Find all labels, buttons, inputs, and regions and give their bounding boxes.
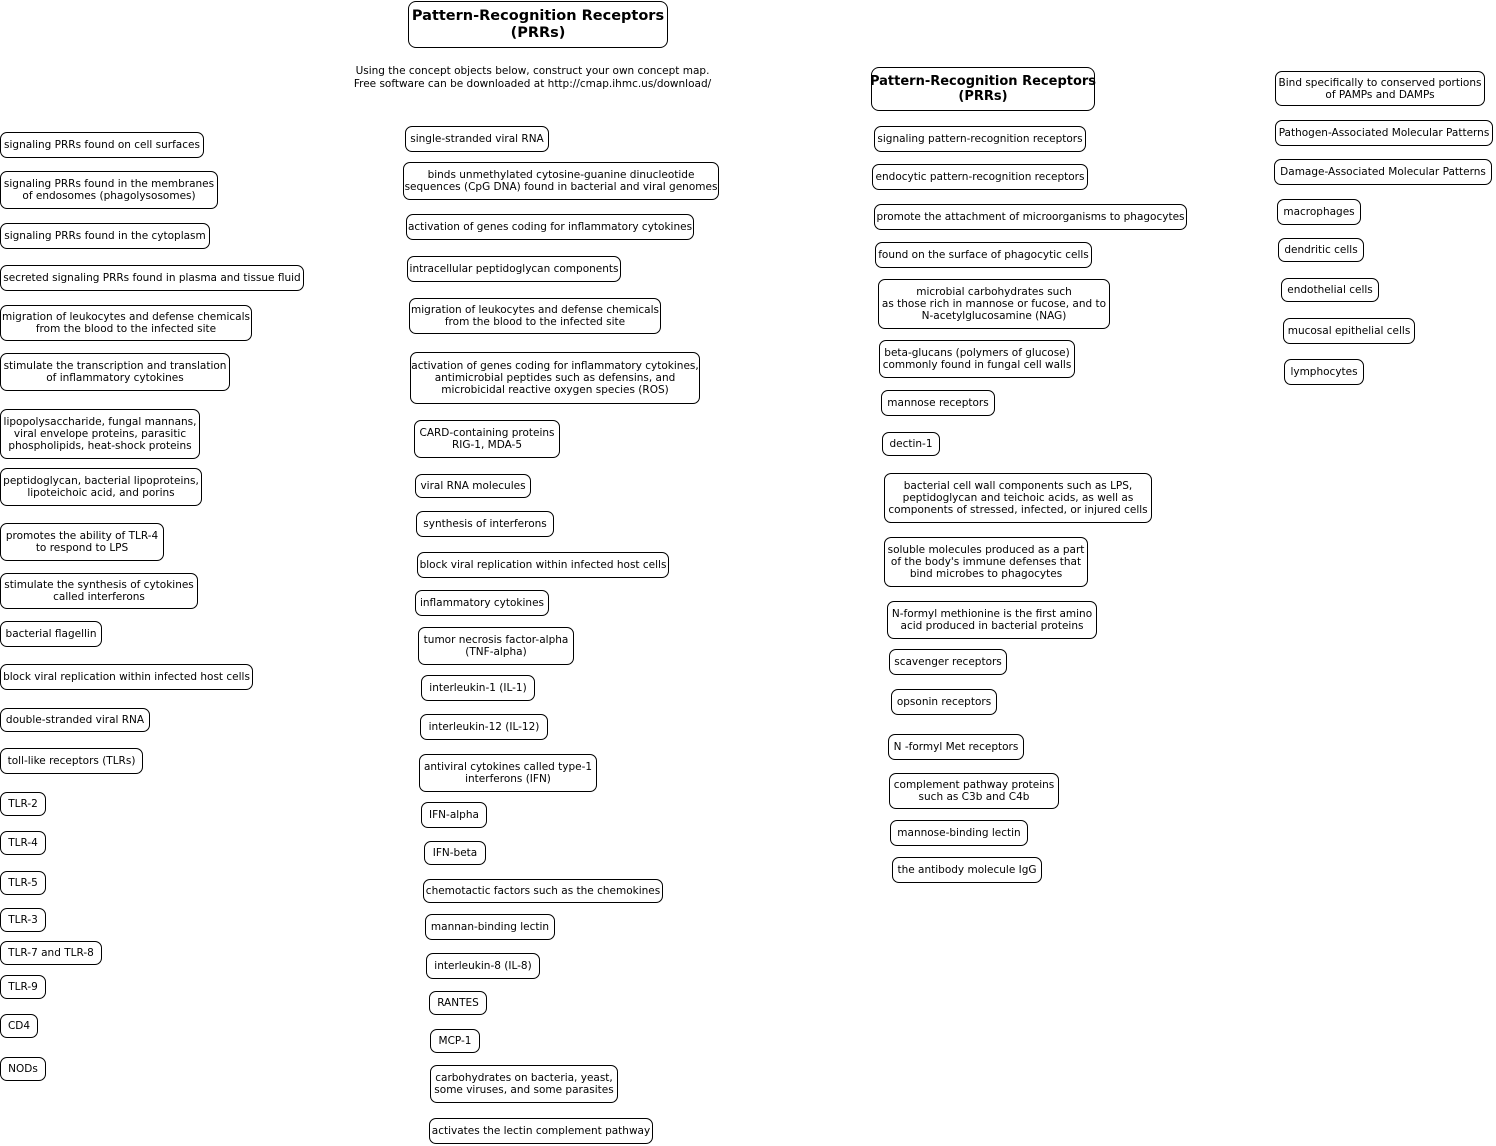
concept-node[interactable]: microbial carbohydrates such as those rich in mannose or fucose, and to N-acetylglucosamine (NAG): [878, 279, 1110, 329]
concept-node[interactable]: TLR-5: [0, 871, 46, 895]
concept-node[interactable]: bacterial cell wall components such as LPS, peptidoglycan and teichoic acids, as well as components of stressed, infected, or injured cells: [884, 473, 1152, 523]
concept-node[interactable]: intracellular peptidoglycan components: [407, 256, 621, 282]
concept-node[interactable]: Bind specifically to conserved portions of PAMPs and DAMPs: [1275, 71, 1485, 106]
concept-node[interactable]: TLR-7 and TLR-8: [0, 941, 102, 965]
concept-node[interactable]: promote the attachment of microorganisms to phagocytes: [874, 204, 1187, 230]
map-title[interactable]: Pattern-Recognition Receptors (PRRs): [408, 1, 668, 48]
concept-node[interactable]: carbohydrates on bacteria, yeast, some viruses, and some parasites: [430, 1065, 618, 1103]
concept-node[interactable]: N -formyl Met receptors: [888, 734, 1024, 760]
concept-node[interactable]: N-formyl methionine is the first amino acid produced in bacterial proteins: [887, 601, 1097, 639]
concept-node[interactable]: found on the surface of phagocytic cells: [875, 242, 1092, 268]
concept-node[interactable]: viral RNA molecules: [415, 474, 531, 498]
concept-node[interactable]: peptidoglycan, bacterial lipoproteins, lipoteichoic acid, and porins: [0, 468, 202, 506]
concept-node[interactable]: secreted signaling PRRs found in plasma and tissue fluid: [0, 265, 304, 291]
concept-node[interactable]: MCP-1: [430, 1029, 480, 1053]
concept-node[interactable]: interleukin-1 (IL-1): [421, 675, 535, 701]
concept-node[interactable]: signaling PRRs found in the membranes of endosomes (phagolysosomes): [0, 171, 218, 209]
concept-node[interactable]: activation of genes coding for inflammatory cytokines: [406, 214, 694, 240]
concept-node[interactable]: antiviral cytokines called type-1 interferons (IFN): [419, 754, 597, 792]
map-title-secondary[interactable]: Pattern-Recognition Receptors (PRRs): [871, 67, 1095, 111]
concept-node[interactable]: block viral replication within infected host cells: [0, 664, 253, 690]
concept-node[interactable]: RANTES: [429, 991, 487, 1015]
concept-node[interactable]: TLR-9: [0, 975, 46, 999]
concept-node[interactable]: NODs: [0, 1057, 46, 1081]
concept-node[interactable]: migration of leukocytes and defense chemicals from the blood to the infected site: [409, 298, 661, 334]
concept-node[interactable]: the antibody molecule IgG: [892, 857, 1042, 883]
concept-node[interactable]: macrophages: [1277, 199, 1361, 225]
concept-node[interactable]: dendritic cells: [1278, 238, 1364, 262]
concept-node[interactable]: activation of genes coding for inflammatory cytokines, antimicrobial peptides such as defensins, and microbicidal reactive oxygen species (ROS): [410, 352, 700, 404]
concept-node[interactable]: binds unmethylated cytosine-guanine dinucleotide sequences (CpG DNA) found in bacterial and viral genomes: [403, 162, 719, 200]
concept-node[interactable]: migration of leukocytes and defense chemicals from the blood to the infected site: [0, 305, 252, 341]
concept-node[interactable]: interleukin-12 (IL-12): [420, 714, 548, 740]
concept-node[interactable]: tumor necrosis factor-alpha (TNF-alpha): [418, 627, 574, 665]
concept-node[interactable]: TLR-3: [0, 908, 46, 932]
concept-node[interactable]: interleukin-8 (IL-8): [426, 953, 540, 979]
concept-node[interactable]: CARD-containing proteins RIG-1, MDA-5: [414, 420, 560, 458]
concept-node[interactable]: bacterial flagellin: [0, 621, 102, 647]
concept-node[interactable]: inflammatory cytokines: [415, 590, 549, 616]
concept-node[interactable]: stimulate the synthesis of cytokines called interferons: [0, 573, 198, 609]
concept-node[interactable]: toll-like receptors (TLRs): [0, 748, 143, 774]
concept-node[interactable]: Pathogen-Associated Molecular Patterns: [1275, 120, 1493, 146]
concept-node[interactable]: double-stranded viral RNA: [0, 708, 150, 732]
concept-node[interactable]: mannan-binding lectin: [425, 914, 555, 940]
concept-node[interactable]: mannose-binding lectin: [890, 820, 1028, 846]
concept-node[interactable]: soluble molecules produced as a part of the body's immune defenses that bind microbes to phagocytes: [884, 537, 1088, 587]
concept-node[interactable]: TLR-4: [0, 831, 46, 855]
concept-node[interactable]: endothelial cells: [1281, 278, 1379, 302]
concept-node[interactable]: activates the lectin complement pathway: [429, 1118, 653, 1144]
concept-node[interactable]: lymphocytes: [1284, 359, 1364, 385]
concept-node[interactable]: signaling pattern-recognition receptors: [874, 126, 1086, 152]
concept-node[interactable]: dectin-1: [882, 432, 940, 456]
concept-node[interactable]: block viral replication within infected host cells: [417, 552, 669, 578]
concept-node[interactable]: signaling PRRs found on cell surfaces: [0, 132, 204, 158]
concept-node[interactable]: CD4: [0, 1014, 38, 1038]
concept-node[interactable]: mucosal epithelial cells: [1283, 318, 1415, 344]
concept-node[interactable]: stimulate the transcription and translation of inflammatory cytokines: [0, 353, 230, 391]
concept-node[interactable]: IFN-beta: [424, 841, 486, 865]
concept-node[interactable]: scavenger receptors: [889, 649, 1007, 675]
concept-node[interactable]: endocytic pattern-recognition receptors: [872, 164, 1088, 190]
concept-node[interactable]: Damage-Associated Molecular Patterns: [1274, 159, 1492, 185]
concept-node[interactable]: mannose receptors: [881, 390, 995, 416]
concept-node[interactable]: beta-glucans (polymers of glucose) commonly found in fungal cell walls: [879, 340, 1075, 378]
concept-node[interactable]: IFN-alpha: [421, 802, 487, 828]
concept-node[interactable]: chemotactic factors such as the chemokines: [423, 879, 663, 903]
concept-node[interactable]: opsonin receptors: [891, 689, 997, 715]
concept-node[interactable]: promotes the ability of TLR-4 to respond to LPS: [0, 523, 164, 561]
concept-node[interactable]: lipopolysaccharide, fungal mannans, viral envelope proteins, parasitic phospholipids, heat-shock proteins: [0, 409, 200, 459]
concept-node[interactable]: TLR-2: [0, 792, 46, 816]
instructions-text: Using the concept objects below, construct your own concept map. Free software can be downloaded at http://cmap.ihmc.us/download/: [353, 65, 712, 90]
concept-node[interactable]: signaling PRRs found in the cytoplasm: [0, 223, 210, 249]
concept-node[interactable]: complement pathway proteins such as C3b and C4b: [889, 773, 1059, 809]
concept-node[interactable]: single-stranded viral RNA: [405, 126, 549, 152]
concept-node[interactable]: synthesis of interferons: [416, 511, 554, 537]
